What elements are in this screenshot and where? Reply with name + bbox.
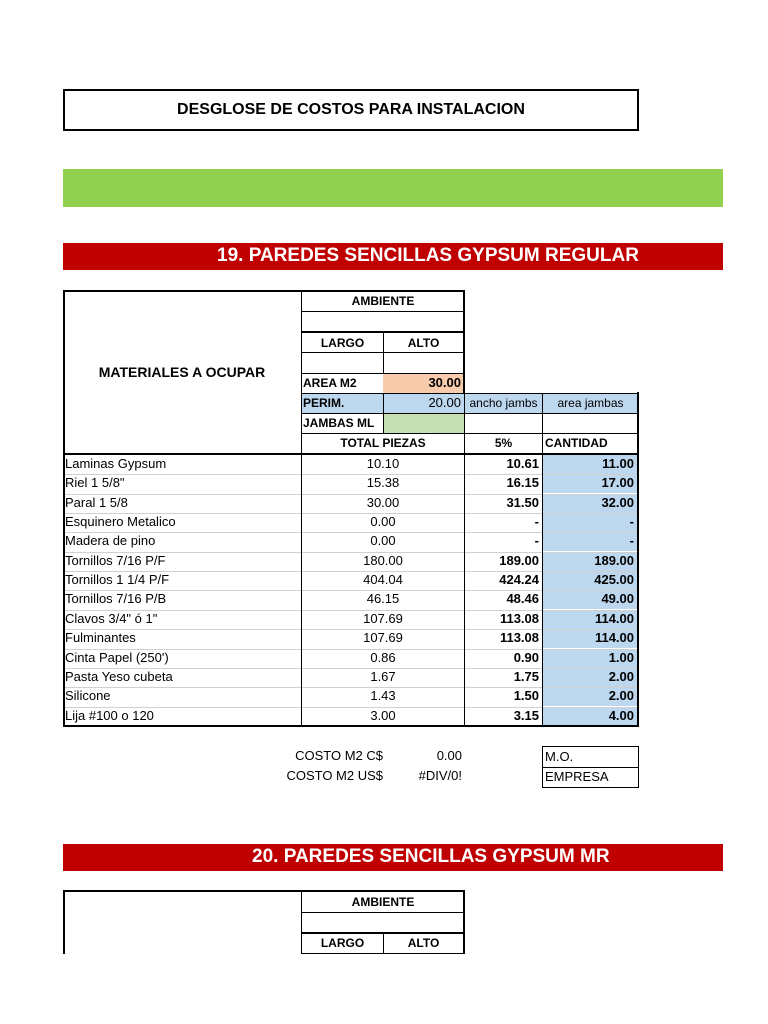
material-qty: 114.00 bbox=[543, 629, 637, 648]
material-name: Silicone bbox=[65, 688, 111, 703]
border-top-20 bbox=[63, 890, 465, 892]
perim-label: PERIM. bbox=[302, 394, 383, 413]
border-right-20 bbox=[463, 890, 465, 954]
rule-1-20 bbox=[302, 912, 464, 913]
jambas-label: JAMBAS ML bbox=[303, 416, 375, 430]
material-name: Tornillos 7/16 P/F bbox=[65, 553, 166, 568]
material-qty: 4.00 bbox=[543, 707, 637, 726]
material-total: 107.69 bbox=[363, 630, 403, 645]
ambiente-label-20: AMBIENTE bbox=[351, 895, 415, 909]
total-piezas-header: TOTAL PIEZAS bbox=[340, 436, 426, 450]
material-total: 0.00 bbox=[370, 533, 396, 548]
material-pct: 1.50 bbox=[513, 688, 539, 703]
material-total: 46.15 bbox=[366, 591, 400, 606]
material-name: Pasta Yeso cubeta bbox=[65, 669, 173, 684]
largo-label-20: LARGO bbox=[320, 936, 365, 950]
material-qty: 2.00 bbox=[543, 668, 637, 687]
material-total: 1.67 bbox=[370, 669, 396, 684]
border-col1-20 bbox=[301, 890, 302, 954]
material-name: Tornillos 1 1/4 P/F bbox=[65, 572, 170, 587]
material-qty: 189.00 bbox=[543, 552, 637, 571]
empresa-label: EMPRESA bbox=[545, 769, 609, 784]
material-total: 404.04 bbox=[363, 572, 403, 587]
material-pct: 10.61 bbox=[506, 456, 539, 471]
material-pct: - bbox=[534, 514, 539, 529]
material-pct: 113.08 bbox=[499, 611, 539, 626]
material-name: Tornillos 7/16 P/B bbox=[65, 591, 167, 606]
material-qty: 425.00 bbox=[543, 571, 637, 590]
section-20-heading-text: 20. PAREDES SENCILLAS GYPSUM MR bbox=[252, 846, 610, 867]
material-total: 107.69 bbox=[363, 611, 403, 626]
mo-label: M.O. bbox=[545, 749, 574, 764]
material-total: 1.43 bbox=[370, 688, 396, 703]
material-total: 0.86 bbox=[370, 650, 396, 665]
perim-value: 20.00 bbox=[383, 394, 464, 413]
material-qty: 49.00 bbox=[543, 590, 637, 609]
rule-3-20 bbox=[302, 953, 464, 954]
material-qty: 2.00 bbox=[543, 687, 637, 706]
material-qty: 32.00 bbox=[543, 494, 637, 513]
material-name: Fulminantes bbox=[65, 630, 136, 645]
material-pct: 0.90 bbox=[513, 650, 539, 665]
rule-largo-alto-20 bbox=[383, 934, 384, 954]
costo-c-value: 0.00 bbox=[436, 748, 462, 763]
area-label: AREA M2 bbox=[303, 376, 357, 390]
material-name: Madera de pino bbox=[65, 533, 156, 548]
section-19-heading-text: 19. PAREDES SENCILLAS GYPSUM REGULAR bbox=[217, 245, 639, 266]
ambiente-label: AMBIENTE bbox=[351, 294, 415, 308]
material-total: 0.00 bbox=[370, 514, 396, 529]
cantidad-header: CANTIDAD bbox=[545, 436, 608, 450]
material-name: Lija #100 o 120 bbox=[65, 708, 154, 723]
material-qty: 1.00 bbox=[543, 649, 637, 668]
material-pct: 16.15 bbox=[506, 475, 539, 490]
material-pct: - bbox=[534, 533, 539, 548]
border-left-20 bbox=[63, 890, 65, 954]
page-title: DESGLOSE DE COSTOS PARA INSTALACION bbox=[63, 89, 639, 131]
material-name: Clavos 3/4" ó 1" bbox=[65, 611, 158, 626]
material-name: Esquinero Metalico bbox=[65, 514, 176, 529]
material-pct: 189.00 bbox=[499, 553, 539, 568]
material-pct: 1.75 bbox=[513, 669, 539, 684]
material-pct: 31.50 bbox=[506, 495, 539, 510]
material-qty: - bbox=[543, 513, 637, 532]
area-jambas-label: area jambas bbox=[543, 394, 638, 413]
material-pct: 424.24 bbox=[499, 572, 539, 587]
ancho-jambs-label: ancho jambs bbox=[464, 394, 543, 413]
material-total: 10.10 bbox=[366, 456, 400, 471]
material-name: Paral 1 5/8 bbox=[65, 495, 128, 510]
material-name: Cinta Papel (250') bbox=[65, 650, 169, 665]
alto-label-20: ALTO bbox=[407, 936, 440, 950]
material-total: 180.00 bbox=[363, 553, 403, 568]
materiales-label: MATERIALES A OCUPAR bbox=[98, 364, 266, 380]
costo-c-label: COSTO M2 C$ bbox=[295, 748, 383, 763]
alto-label: ALTO bbox=[407, 336, 440, 350]
material-total: 15.38 bbox=[366, 475, 400, 490]
material-name: Riel 1 5/8" bbox=[65, 475, 125, 490]
material-qty: 11.00 bbox=[543, 455, 637, 474]
material-qty: 114.00 bbox=[543, 610, 637, 629]
material-qty: - bbox=[543, 532, 637, 551]
material-total: 3.00 bbox=[370, 708, 396, 723]
area-value: 30.00 bbox=[383, 374, 464, 393]
costo-us-value: #DIV/0! bbox=[418, 768, 462, 783]
costo-us-label: COSTO M2 US$ bbox=[286, 768, 383, 783]
material-total: 30.00 bbox=[366, 495, 400, 510]
material-pct: 3.15 bbox=[513, 708, 539, 723]
material-qty: 17.00 bbox=[543, 474, 637, 493]
largo-label: LARGO bbox=[320, 336, 365, 350]
material-name: Laminas Gypsum bbox=[65, 456, 167, 471]
material-pct: 48.46 bbox=[506, 591, 539, 606]
material-pct: 113.08 bbox=[499, 630, 539, 645]
pct-header: 5% bbox=[494, 436, 513, 450]
